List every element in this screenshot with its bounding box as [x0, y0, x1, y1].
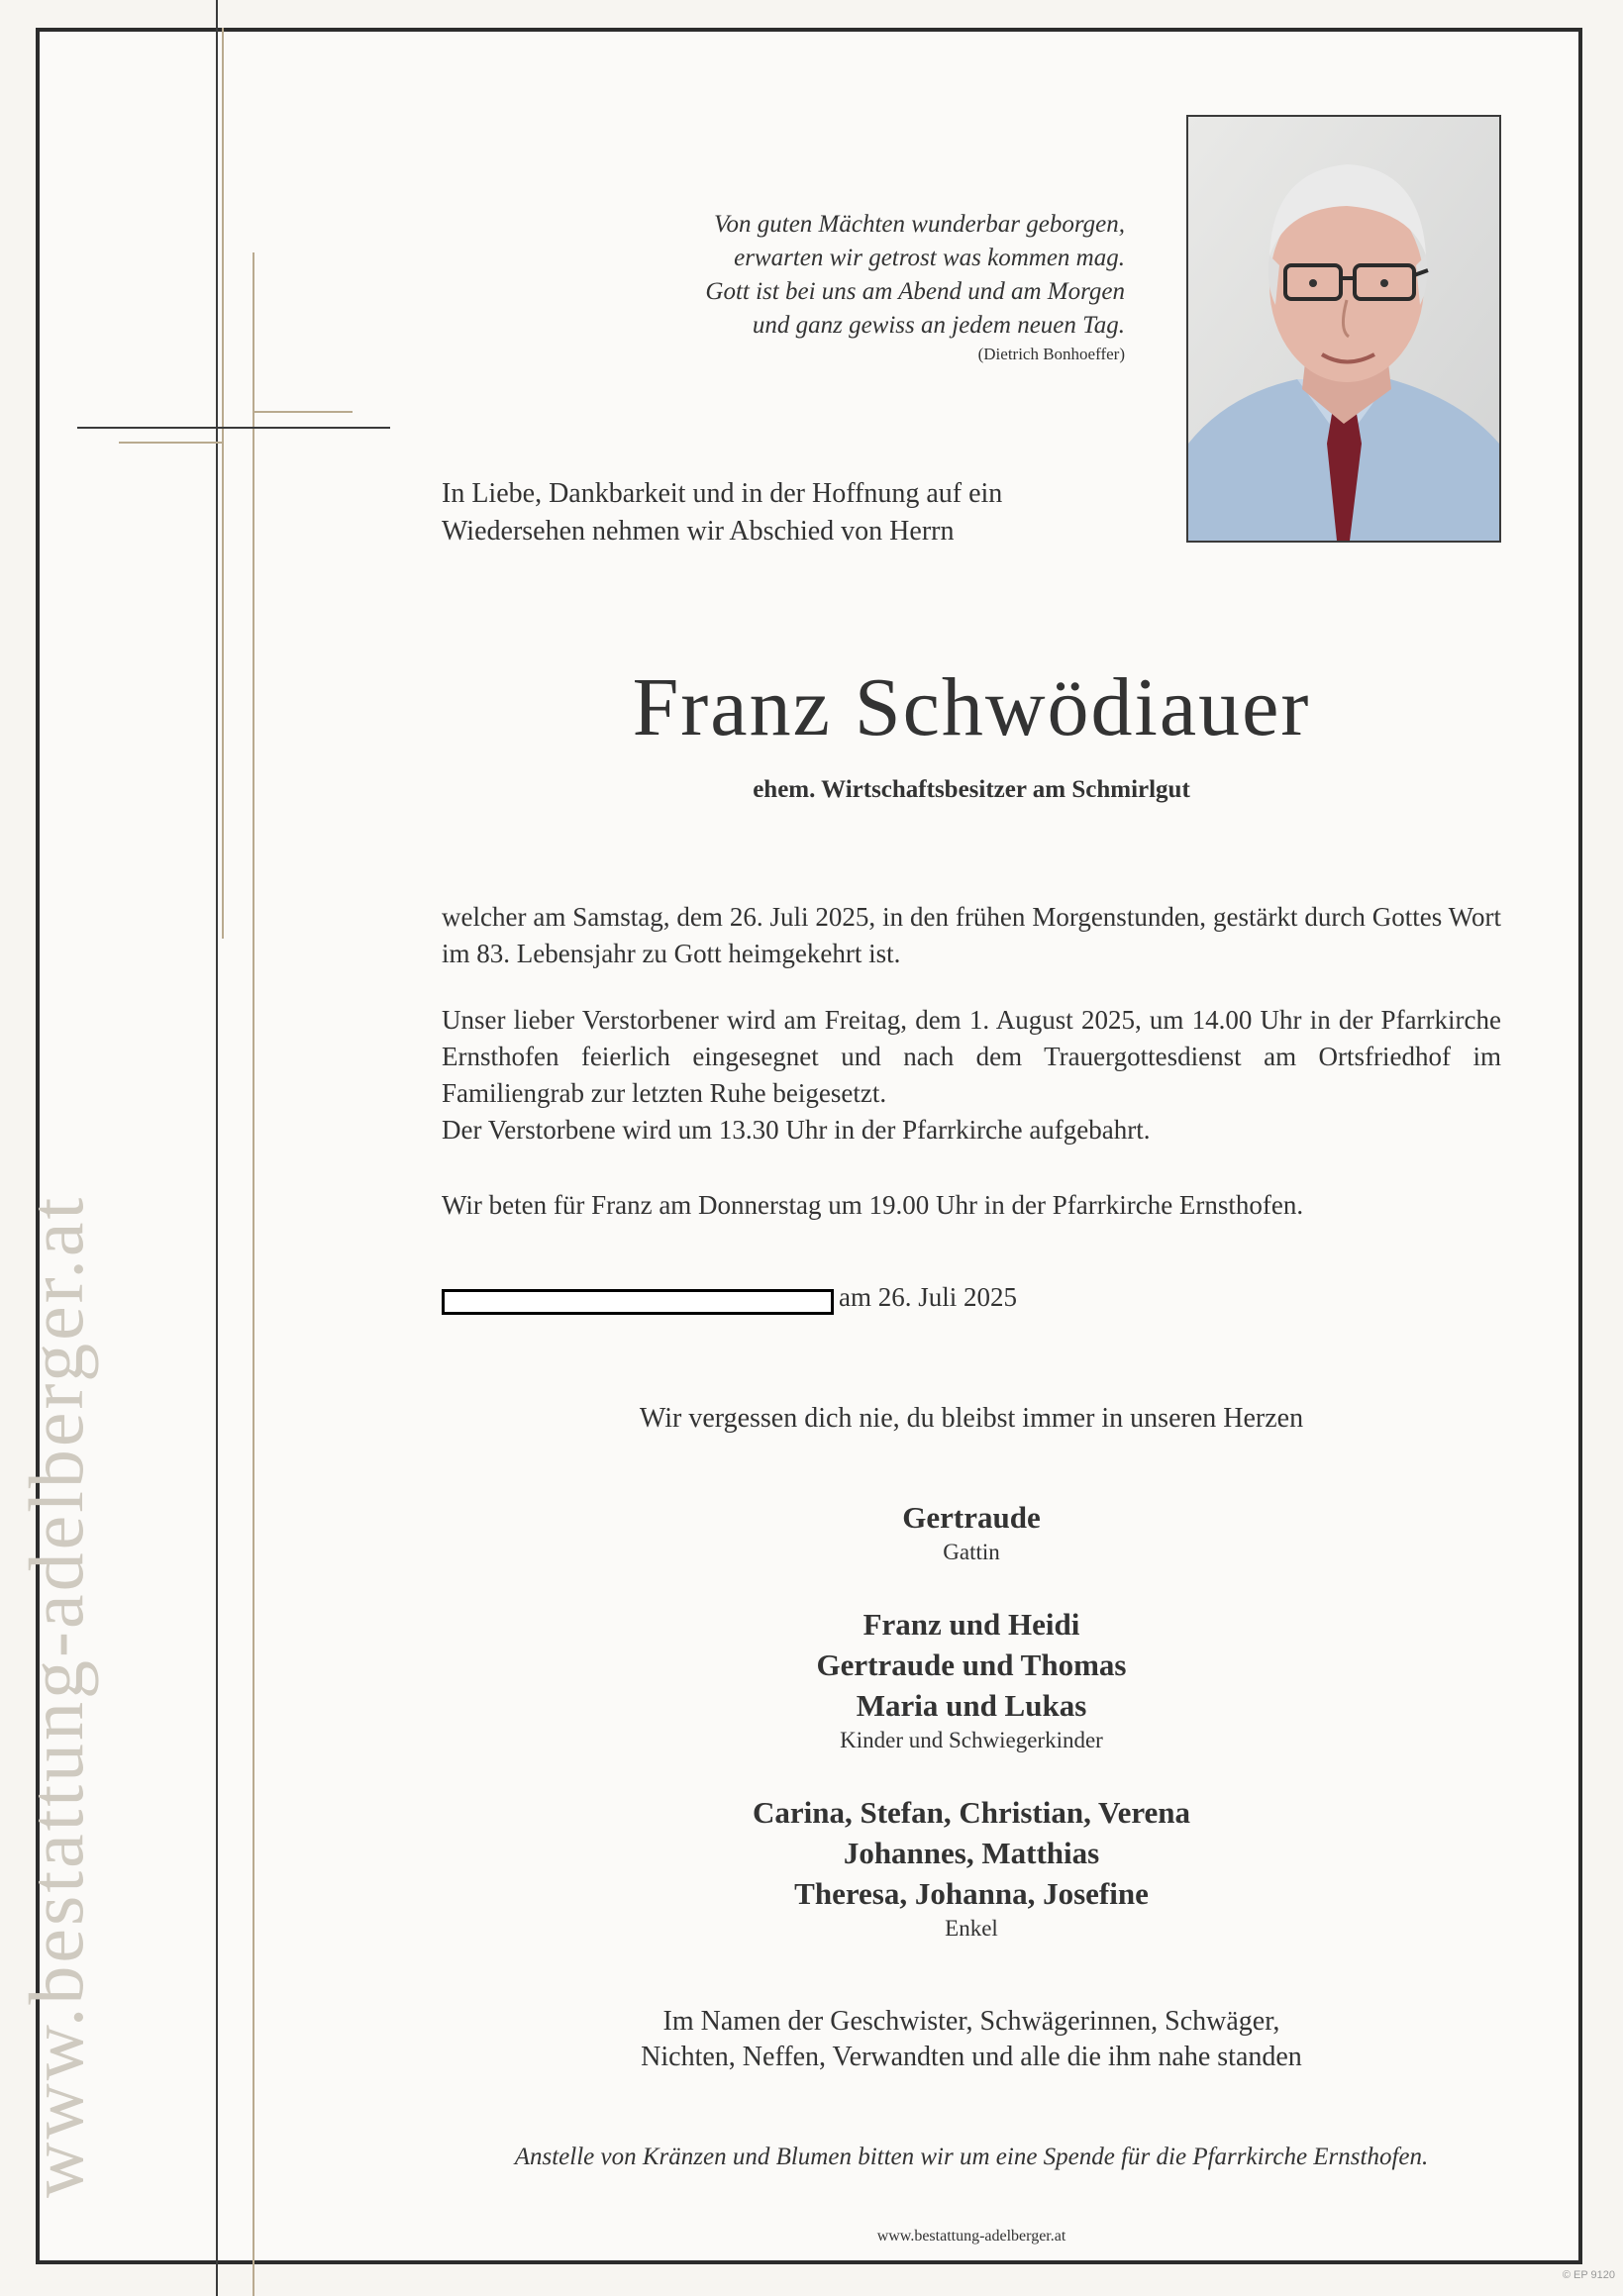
print-code: © EP 9120 — [1562, 2269, 1615, 2281]
cross-vertical-line-inner — [253, 252, 254, 2296]
prayer-paragraph: Wir beten für Franz am Donnerstag um 19.00 Uhr in der Pfarrkirche Ernsthofen. — [442, 1190, 1304, 1220]
motto: Wir vergessen dich nie, du bleibst immer in unseren Herzen — [639, 1403, 1304, 1434]
portrait-illustration-icon — [1188, 117, 1499, 541]
poem-line: erwarten wir getrost was kommen mag. — [734, 245, 1125, 271]
closing-line: Im Namen der Geschwister, Schwägerinnen, Schwäger, — [662, 2006, 1280, 2037]
poem-author: (Dietrich Bonhoeffer) — [977, 345, 1125, 363]
intro-line: In Liebe, Dankbarkeit und in der Hoffnung auf ein — [442, 478, 1003, 509]
grandchildren-role: Enkel — [945, 1916, 998, 1941]
spouse-role: Gattin — [943, 1540, 1000, 1564]
place-date: am 26. Juli 2025 — [839, 1282, 1017, 1312]
death-paragraph: welcher am Samstag, dem 26. Juli 2025, in den frühen Morgenstunden, gestärkt durch Gottes Wort im 83. Lebensjahr zu Gott heimgekehrt ist. — [442, 902, 1501, 968]
cross-horizontal-line-light — [119, 442, 224, 444]
portrait-photo — [1186, 115, 1501, 543]
footer-website: www.bestattung-adelberger.at — [876, 2228, 1066, 2245]
poem-line: und ganz gewiss an jedem neuen Tag. — [752, 312, 1125, 339]
spouse-name: Gertraude — [902, 1500, 1041, 1535]
redacted-place — [442, 1289, 834, 1315]
poem-quote — [705, 208, 1125, 366]
family-children — [442, 1604, 1501, 1755]
children-name: Maria und Lukas — [856, 1688, 1087, 1723]
intro-line: Wiedersehen nehmen wir Abschied von Herrn — [442, 516, 955, 547]
closing-text — [442, 2004, 1501, 2075]
deceased-occupation: ehem. Wirtschaftsbesitzer am Schmirlgut — [753, 776, 1190, 803]
grandchildren-name: Johannes, Matthias — [843, 1836, 1100, 1870]
website-watermark: www.bestattung-adelberger.at — [13, 1194, 99, 2198]
grandchildren-name: Theresa, Johanna, Josefine — [794, 1876, 1149, 1911]
poem-line: Von guten Mächten wunderbar geborgen, — [714, 211, 1125, 238]
cross-top-accent-line — [254, 411, 353, 413]
children-name: Franz und Heidi — [862, 1607, 1080, 1642]
children-name: Gertraude und Thomas — [816, 1647, 1127, 1682]
family-grandchildren — [442, 1792, 1501, 1944]
children-role: Kinder und Schwiegerkinder — [840, 1728, 1103, 1752]
funeral-paragraph — [442, 1002, 1501, 1148]
deceased-name: Franz Schwödiauer — [632, 661, 1311, 753]
cross-vertical-line-light — [222, 28, 224, 939]
intro-text — [442, 475, 1194, 550]
funeral-text: Unser lieber Verstorbener wird am Freitag, dem 1. August 2025, um 14.00 Uhr in der Pfarrkirche Ernsthofen feierlich eingesegnet und nach dem Trauergottesdienst am Ortsfriedhof im Familiengrab zur letzten Ruhe beigesetzt. — [442, 1005, 1501, 1108]
closing-line: Nichten, Neffen, Verwandten und alle die ihm nahe standen — [641, 2042, 1302, 2072]
cross-vertical-line — [216, 0, 218, 2296]
grandchildren-name: Carina, Stefan, Christian, Verena — [752, 1795, 1191, 1830]
viewing-text: Der Verstorbene wird um 13.30 Uhr in der Pfarrkirche aufgebahrt. — [442, 1115, 1151, 1145]
poem-line: Gott ist bei uns am Abend und am Morgen — [705, 278, 1125, 305]
donation-note: Anstelle von Kränzen und Blumen bitten wir um eine Spende für die Pfarrkirche Ernsthofen. — [514, 2144, 1429, 2170]
family-spouse — [442, 1497, 1501, 1567]
cross-horizontal-line — [77, 427, 390, 429]
